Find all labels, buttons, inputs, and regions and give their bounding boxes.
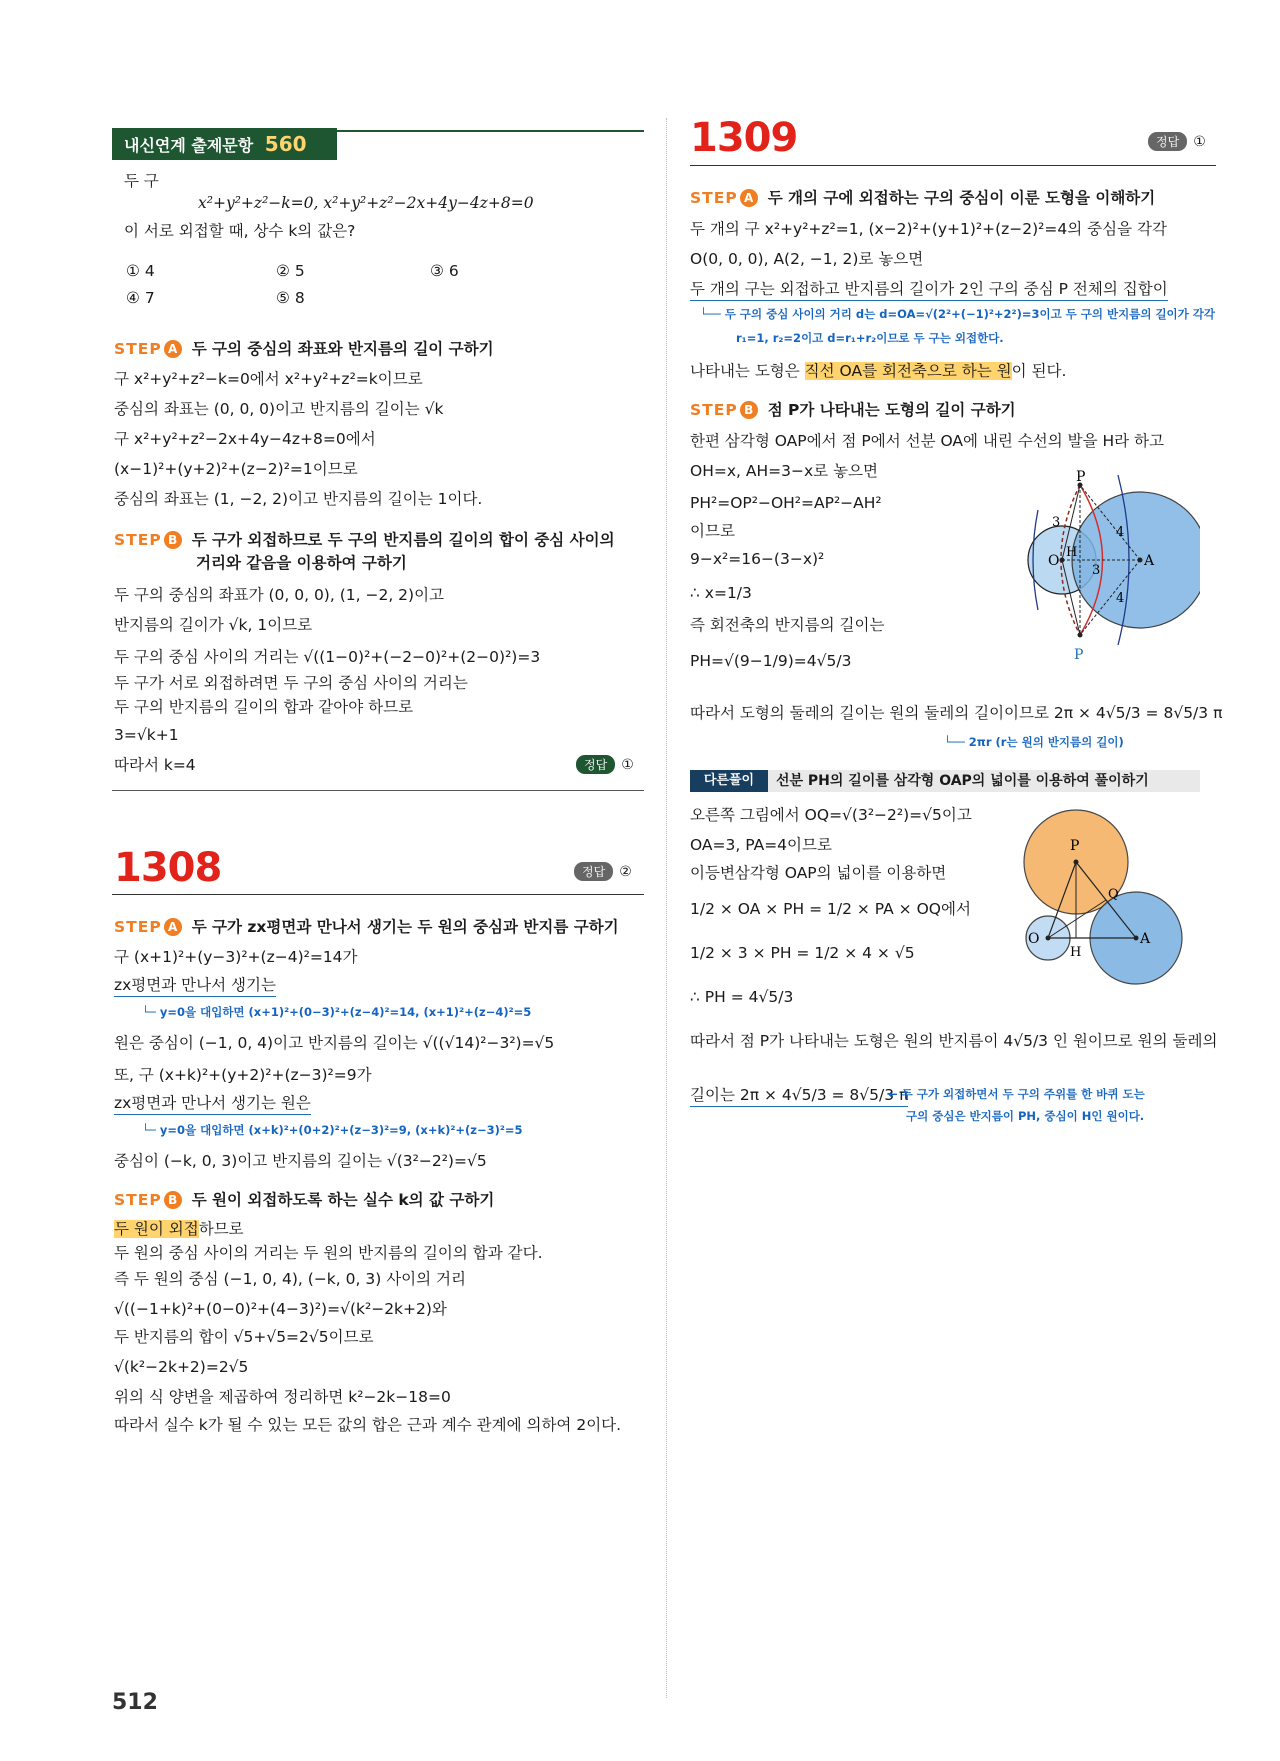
label-3-top: 3 [1052,515,1061,530]
naesin-stepb-line: 두 구의 반지름의 길이의 합과 같아야 하므로 [114,698,414,716]
alt-line: 1/2 × OA × PH = 1/2 × PA × OQ에서 [690,900,971,918]
alt-line: ∴ PH = 4√5/3 [690,988,794,1006]
p1309-note: └── 두 구의 중심 사이의 거리 d는 d=OA=√(2²+(−1)²+2²)=3이고 두 구의 반지름의 길이가 각각 [700,307,1216,321]
p1309-final-note-2: 구의 중심은 반지름이 PH, 중심이 H인 원이다. [906,1109,1145,1123]
choice-4: ④ 7 [126,289,155,307]
p1309-final-2: 길이는 2π × 4√5/3 = 8√5/3 π [690,1084,908,1107]
label-q: Q [1108,887,1119,902]
naesin-number: 560 [264,132,307,156]
label-o: O [1048,553,1060,569]
choice-1: ① 4 [126,262,155,280]
naesin-line: 이 서로 외접할 때, 상수 k의 값은? [124,222,356,240]
p1309-underlined: 두 개의 구는 외접하고 반지름의 길이가 2인 구의 중심 P 전체의 집합이 [690,278,1168,301]
p1309-b-line: 즉 회전축의 반지름의 길이는 [690,616,885,634]
alt-solution-tag: 다른풀이 [690,770,768,792]
step-a-heading-1308: STEP A 두 구가 zx평면과 만나서 생기는 두 원의 중심과 반지름 구하기 [114,918,619,936]
p1309-line: 나타내는 도형은 직선 OA를 회전축으로 하는 원이 된다. [690,362,1067,380]
naesin-stepa-line: 구 x²+y²+z²−2x+4y−4z+8=0에서 [114,430,376,448]
answer-1309: 정답 ① [1148,132,1206,151]
p1308-line: 중심이 (−k, 0, 3)이고 반지름의 길이는 √(3²−2²)=√5 [114,1152,487,1170]
label-p2: P [1074,647,1084,663]
naesin-stepb-line: 3=√k+1 [114,726,179,744]
problem-number-1309: 1309 [690,115,798,161]
label-4-top: 4 [1116,525,1125,540]
p1308-b-line: 따라서 실수 k가 될 수 있는 모든 값의 합은 근과 계수 관계에 의하여 2이다. [114,1416,622,1434]
step-b-heading-1309: STEP B 점 P가 나타내는 도형의 길이 구하기 [690,401,1016,419]
p1309-b-line: ∴ x=1/3 [690,584,752,602]
label-4-bottom: 4 [1116,591,1125,606]
p1309-b-line: OH=x, AH=3−x로 놓으면 [690,462,878,480]
p1308-underlined: zx평면과 만나서 생기는 [114,974,276,997]
point-p [1074,860,1079,865]
point-p-bottom [1078,633,1083,638]
naesin-label: 내신연계 출제문항 [124,136,254,155]
point-o [1060,558,1065,563]
label-p: P [1076,470,1086,485]
p1309-note-circumference: └── 2πr (r는 원의 반지름의 길이) [944,735,1124,749]
alt-line: OA=3, PA=4이므로 [690,836,832,854]
rule-1309 [690,165,1216,166]
naesin-banner [112,128,337,160]
point-a [1134,936,1139,941]
p1308-note: └─ y=0을 대입하면 (x+k)²+(0+2)²+(z−3)²=9, (x+k)²+(z−3)²=5 [142,1123,523,1137]
p1309-line: O(0, 0, 0), A(2, −1, 2)로 놓으면 [690,250,924,268]
rule-1308 [112,894,644,895]
label-a: A [1144,553,1155,569]
large-sphere [1072,492,1200,628]
p1308-b-line: 두 반지름의 합이 √5+√5=2√5이므로 [114,1328,374,1346]
step-b-heading: STEP B 두 구가 외접하므로 두 구의 반지름의 길이의 합이 중심 사이의 [114,531,615,549]
label-3-mid: 3 [1092,563,1101,578]
page-number: 512 [112,1690,158,1715]
label-h: H [1066,545,1078,560]
point-o [1046,936,1051,941]
naesin-stepb-line: 반지름의 길이가 √k, 1이므로 [114,616,313,634]
step-a-heading: STEP A 두 구의 중심의 좌표와 반지름의 길이 구하기 [114,340,494,358]
point-a [1138,558,1143,563]
p1308-b-first: 두 원이 외접하므로 [114,1220,244,1238]
p1309-b-line: PH²=OP²−OH²=AP²−AH² [690,494,882,512]
naesin-rule [337,130,644,132]
p1308-b-line: √((−1+k)²+(0−0)²+(4−3)²)=√(k²−2k+2)와 [114,1300,447,1318]
p1309-note: r₁=1, r₂=2이고 d=r₁+r₂이므로 두 구는 외접한다. [736,331,1004,345]
p1309-final-note-1: ← 두 구가 외접하면서 두 구의 주위를 한 바퀴 도는 [888,1087,1145,1101]
figure-triangle-area [1020,808,1200,988]
naesin-stepa-line: 중심의 좌표는 (1, −2, 2)이고 반지름의 길이는 1이다. [114,490,483,508]
alt-line: 오른쪽 그림에서 OQ=√(3²−2²)=√5이고 [690,806,972,824]
naesin-stepb-line: 따라서 k=4 [114,756,196,774]
naesin-stepb-line: 두 구의 중심 사이의 거리는 √((1−0)²+(−2−0)²+(2−0)²)=3 [114,648,541,666]
p1308-note: └─ y=0을 대입하면 (x+1)²+(0−3)²+(z−4)²=14, (x+1)²+(z−4)²=5 [142,1005,532,1019]
p1308-b-line: 즉 두 원의 중심 (−1, 0, 4), (−k, 0, 3) 사이의 거리 [114,1270,466,1288]
p1309-b-line: 한편 삼각형 OAP에서 점 P에서 선분 OA에 내린 수선의 발을 H라 하고 [690,432,1164,450]
figure-spheres-rotation [1020,470,1200,670]
p1309-final: 따라서 도형의 둘레의 길이는 원의 둘레의 길이이므로 2π × 4√5/3 = 8√5/3 π [690,704,1223,722]
label-p: P [1070,838,1080,854]
choice-5: ⑤ 8 [276,289,305,307]
p1309-b-line: 9−x²=16−(3−x)² [690,550,825,568]
naesin-line: 두 구 [124,172,159,190]
alt-solution-title: 선분 PH의 길이를 삼각형 OAP의 넓이를 이용하여 풀이하기 [776,773,1149,789]
p1309-b-line: PH=√(9−1/9)=4√5/3 [690,652,852,670]
naesin-end-rule [112,790,644,791]
naesin-answer: 정답 ① [576,755,634,774]
naesin-stepb-line: 두 구의 중심의 좌표가 (0, 0, 0), (1, −2, 2)이고 [114,586,445,604]
p1308-b-line: 두 원의 중심 사이의 거리는 두 원의 반지름의 길이의 합과 같다. [114,1244,543,1262]
label-a: A [1140,931,1151,947]
label-h: H [1070,945,1082,960]
naesin-stepa-line: (x−1)²+(y+2)²+(z−2)²=1이므로 [114,460,358,478]
column-divider [666,118,667,1698]
problem-number-1308: 1308 [114,845,222,891]
label-o: O [1028,931,1040,947]
naesin-stepa-line: 구 x²+y²+z²−k=0에서 x²+y²+z²=k이므로 [114,370,423,388]
p1308-underlined: zx평면과 만나서 생기는 원은 [114,1092,311,1115]
step-a-heading-1309: STEP A 두 개의 구에 외접하는 구의 중심이 이룬 도형을 이해하기 [690,189,1156,207]
answer-1308: 정답 ② [574,862,632,881]
naesin-stepb-line: 두 구가 서로 외접하려면 두 구의 중심 사이의 거리는 [114,674,468,692]
choice-3: ③ 6 [430,262,459,280]
naesin-stepa-line: 중심의 좌표는 (0, 0, 0)이고 반지름의 길이는 √k [114,400,444,418]
p1309-final-1: 따라서 점 P가 나타내는 도형은 원의 반지름이 4√5/3 인 원이므로 원의 둘레의 [690,1032,1218,1050]
p1308-line: 원은 중심이 (−1, 0, 4)이고 반지름의 길이는 √((√14)²−3²)=√5 [114,1034,555,1052]
p1308-line: 또, 구 (x+k)²+(y+2)²+(z−3)²=9가 [114,1066,372,1084]
p1309-line: 두 개의 구 x²+y²+z²=1, (x−2)²+(y+1)²+(z−2)²=4의 중심을 각각 [690,220,1167,238]
naesin-equation: x²+y²+z²−k=0, x²+y²+z²−2x+4y−4z+8=0 [198,194,534,212]
choice-2: ② 5 [276,262,305,280]
p1308-line: 구 (x+1)²+(y−3)²+(z−4)²=14가 [114,948,358,966]
alt-line: 1/2 × 3 × PH = 1/2 × 4 × √5 [690,944,915,962]
p1308-b-line: 위의 식 양변을 제곱하여 정리하면 k²−2k−18=0 [114,1388,451,1406]
p1309-b-line: 이므로 [690,522,735,540]
step-b-heading-1308: STEP B 두 원이 외접하도록 하는 실수 k의 값 구하기 [114,1191,495,1209]
p1308-b-line: √(k²−2k+2)=2√5 [114,1358,249,1376]
alt-line: 이등변삼각형 OAP의 넓이를 이용하면 [690,864,947,882]
step-b-heading-cont: 거리와 같음을 이용하여 구하기 [196,554,407,572]
